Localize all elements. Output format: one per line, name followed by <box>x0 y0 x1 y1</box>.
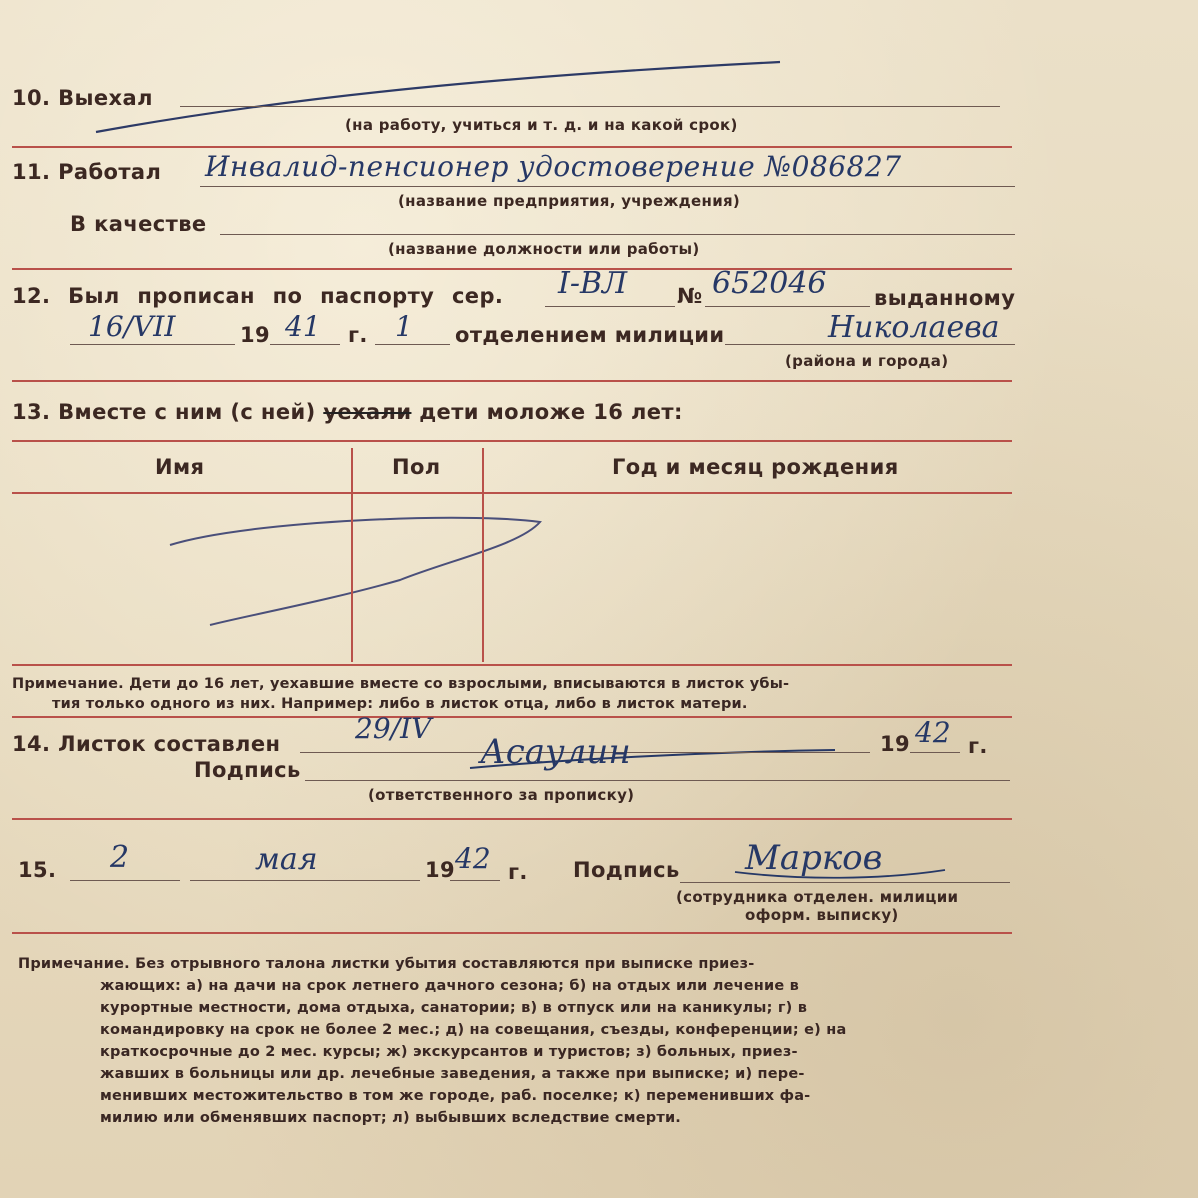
divider-15 <box>12 932 1012 934</box>
compiled-year-g: г. <box>968 734 988 758</box>
passport-series-line <box>545 306 675 307</box>
passport-number-sign: № <box>677 284 703 308</box>
section-13-note-line-2: тия только одного из них. Например: либо в листок отца, либо в листок матери. <box>52 696 748 712</box>
discharge-year-handwritten: 42 <box>455 842 491 875</box>
table-header-rule <box>12 492 1012 494</box>
table-header-name: Имя <box>155 455 205 479</box>
compiled-date-handwritten: 29/IV <box>355 712 432 745</box>
section-12-label: 12. Был прописан по паспорту сер. <box>12 284 504 308</box>
militia-dept-number-handwritten: 1 <box>395 310 413 343</box>
section-11-role-caption: (название должности или работы) <box>388 240 700 258</box>
discharge-month-handwritten: мая <box>255 842 318 877</box>
table-header-birth: Год и месяц рождения <box>612 455 899 479</box>
table-header-sex: Пол <box>392 455 441 479</box>
footnote-line-2: жающих: а) на дачи на срок летнего дачного сезона; б) на отдых или лечение в <box>100 978 800 994</box>
passport-issue-date-handwritten: 16/VII <box>88 310 176 343</box>
signature-label-15: Подпись <box>573 858 680 882</box>
section-11-fill-line <box>200 186 1015 187</box>
discharge-month-line <box>190 880 420 881</box>
section-15-label: 15. <box>18 858 57 882</box>
discharge-year-prefix: 19 <box>425 858 456 882</box>
footnote-line-8: милию или обменявших паспорт; л) выбывших вследствие смерти. <box>100 1110 682 1126</box>
table-col-divider-1 <box>351 448 353 662</box>
section-11-role-fill-line <box>220 234 1015 235</box>
issued-label: выданному <box>874 286 1016 310</box>
compiled-year-handwritten: 42 <box>915 716 951 749</box>
section-13-label-b: дети моложе 16 лет: <box>419 400 683 424</box>
divider-10 <box>12 146 1012 148</box>
passport-year-g: г. <box>348 323 368 347</box>
compiled-year-line <box>910 752 960 753</box>
responsible-signature-handwritten: Асаулин <box>480 732 631 772</box>
section-11-employer-handwritten: Инвалид-пенсионер удостоверение №086827 <box>205 150 902 183</box>
signature-label-14: Подпись <box>194 758 301 782</box>
section-14-label: 14. Листок составлен <box>12 732 281 756</box>
section-13-note-line-1: Примечание. Дети до 16 лет, уехавшие вместе со взрослыми, вписываются в листок убы- <box>12 676 790 692</box>
footnote-line-7: менивших местожительство в том же городе, раб. поселке; к) переменивших фа- <box>100 1088 811 1104</box>
dept-number-line <box>375 344 450 345</box>
section-10-label: 10. Выехал <box>12 86 153 110</box>
footnote-line-6: жавших в больницы или др. лечебные заведения, а также при выписке; и) пере- <box>100 1066 805 1082</box>
section-13-struck-word: уехали <box>323 400 412 424</box>
militia-dept-label: отделением милиции <box>455 323 725 347</box>
divider-14 <box>12 818 1012 820</box>
section-15-caption-2: оформ. выписку) <box>745 906 899 924</box>
city-caption: (района и города) <box>785 352 949 370</box>
divider-13 <box>12 716 1012 718</box>
footnote-line-4: командировку на срок не более 2 мес.; д) на совещания, съезды, конференции; е) на <box>100 1022 847 1038</box>
divider-12 <box>12 380 1012 382</box>
compiled-year-prefix: 19 <box>880 732 911 756</box>
passport-year-line <box>270 344 340 345</box>
section-11-caption: (название предприятия, учреждения) <box>398 192 741 210</box>
passport-date-line <box>70 344 235 345</box>
passport-number-line <box>705 306 870 307</box>
table-bottom-rule <box>12 664 1012 666</box>
section-10-caption: (на работу, учиться и т. д. и на какой срок) <box>345 116 738 134</box>
section-13-label <box>12 400 683 424</box>
discharge-year-g: г. <box>508 860 528 884</box>
section-11-label: 11. Работал <box>12 160 162 184</box>
discharge-day-handwritten: 2 <box>110 840 130 875</box>
cross-out-table <box>170 518 540 625</box>
discharge-year-line <box>450 880 500 881</box>
footnote-line-3: курортные местности, дома отдыха, санатории; в) в отпуск или на каникулы; г) в <box>100 1000 808 1016</box>
footnote-line-1: Примечание. Без отрывного талона листки убытия составляются при выписке приез- <box>18 956 755 972</box>
divider-11 <box>12 268 1012 270</box>
section-14-caption: (ответственного за прописку) <box>368 786 635 804</box>
signature-line-15 <box>680 882 1010 883</box>
footnote-line-5: краткосрочные до 2 мес. курсы; ж) экскурсантов и туристов; з) больных, приез- <box>100 1044 798 1060</box>
section-11-role-label: В качестве <box>70 212 207 236</box>
table-top-rule <box>12 440 1012 442</box>
passport-year-prefix: 19 <box>240 323 271 347</box>
table-col-divider-2 <box>482 448 484 662</box>
discharge-day-line <box>70 880 180 881</box>
passport-number-handwritten: 652046 <box>712 266 827 301</box>
signature-line-14 <box>305 780 1010 781</box>
city-line <box>725 344 1015 345</box>
officer-signature-handwritten: Марков <box>745 838 883 878</box>
passport-series-handwritten: I-ВЛ <box>558 266 628 301</box>
section-13-label-a: 13. Вместе с ним (с ней) <box>12 400 316 424</box>
city-handwritten: Николаева <box>828 310 1000 345</box>
section-15-caption-1: (сотрудника отделен. милиции <box>676 888 959 906</box>
passport-year-handwritten: 41 <box>285 310 321 343</box>
section-10-fill-line <box>180 106 1000 107</box>
